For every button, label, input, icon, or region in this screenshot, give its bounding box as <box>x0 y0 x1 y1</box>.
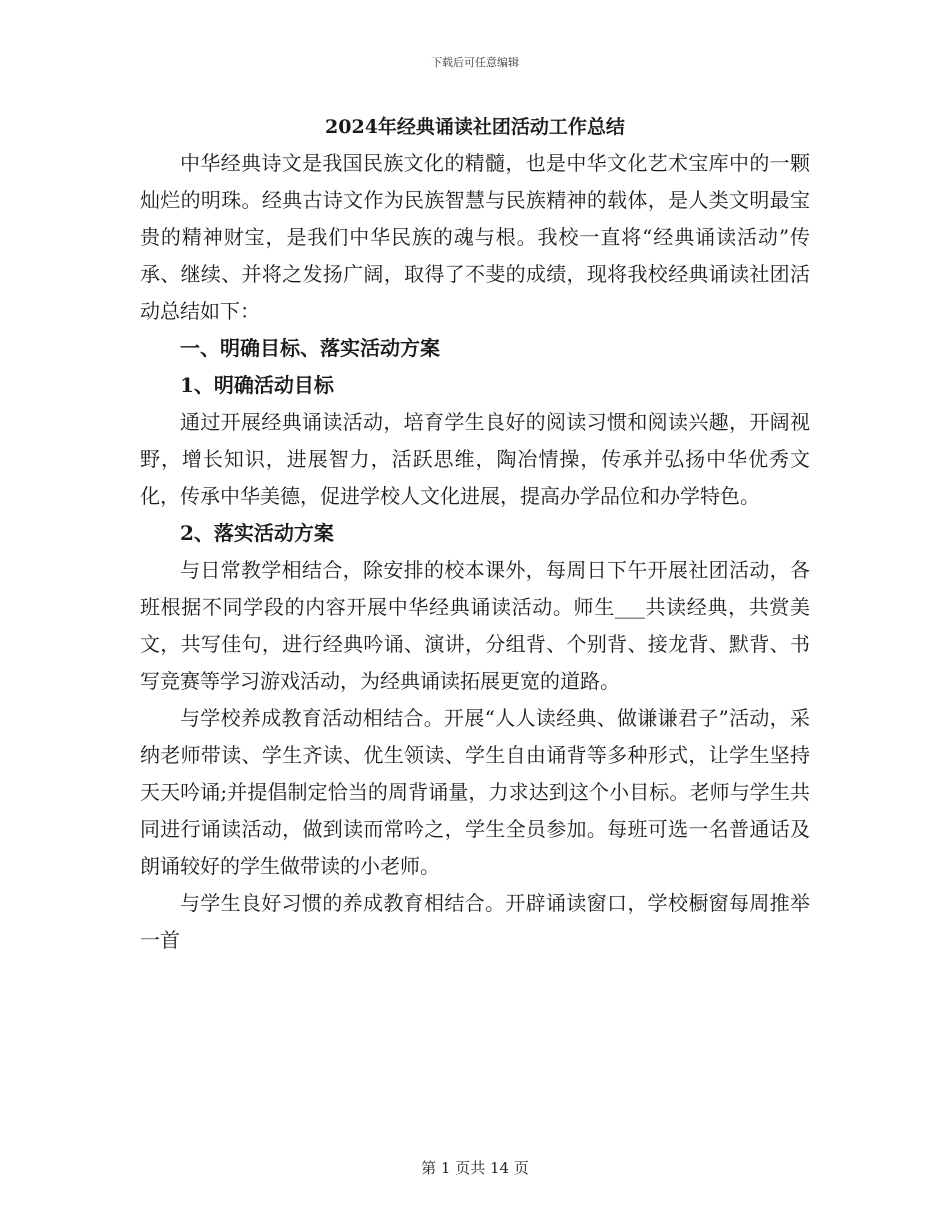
intro-paragraph: 中华经典诗文是我国民族文化的精髓，也是中华文化艺术宝库中的一颗灿烂的明珠。经典古诗文作为民族智慧与民族精神的载体，是人类文明最宝贵的精神财宝，是我们中华民族的魂与根。我校一直将“经典诵读活动”传承、继续、并将之发扬广阔，取得了不斐的成绩，现将我校经典诵读社团活动总结如下： <box>140 151 810 323</box>
subsection-2-paragraph-1: 与日常教学相结合，除安排的校本课外，每周日下午开展社团活动，各班根据不同学段的内容开展中华经典诵读活动。师生___共读经典，共赏美文，共写佳句，进行经典吟诵、演讲，分组背、个别背、接龙背、默背、书写竞赛等学习游戏活动，为经典诵读拓展更宽的道路。 <box>140 558 810 693</box>
subsection-1-heading: 1、明确活动目标 <box>180 373 334 397</box>
section-1-heading: 一、明确目标、落实活动方案 <box>180 336 440 360</box>
subsection-1-paragraph: 通过开展经典诵读活动，培育学生良好的阅读习惯和阅读兴趣，开阔视野，增长知识，进展智力，活跃思维，陶冶情操，传承并弘扬中华优秀文化，传承中华美德，促进学校人文化进展，提高办学品位和办学特色。 <box>140 410 810 508</box>
page-footer: 第 1 页共 14 页 <box>421 1159 529 1177</box>
document-body <box>140 145 810 959</box>
subsection-2-heading: 2、落实活动方案 <box>180 521 334 545</box>
subsection-2-paragraph-2: 与学校养成教育活动相结合。开展“人人读经典、做谦谦君子”活动，采纳老师带读、学生齐读、优生领读、学生自由诵背等多种形式，让学生坚持天天吟诵;并提倡制定恰当的周背诵量，力求达到这个小目标。老师与学生共同进行诵读活动，做到读而常吟之，学生全员参加。每班可选一名普通话及朗诵较好的学生做带读的小老师。 <box>140 706 810 878</box>
page-title: 2024年经典诵读社团活动工作总结 <box>325 116 625 138</box>
subsection-2-paragraph-3: 与学生良好习惯的养成教育相结合。开辟诵读窗口，学校橱窗每周推举一首 <box>140 891 810 952</box>
header-note: 下载后可任意编辑 <box>431 56 519 69</box>
